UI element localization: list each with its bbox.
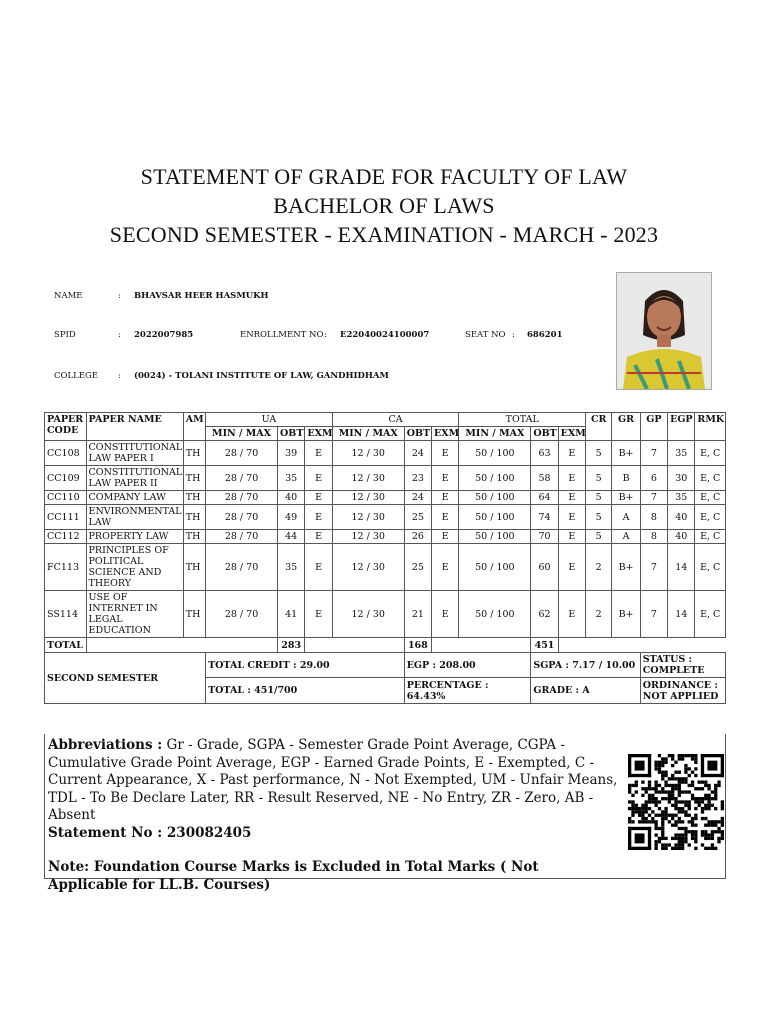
total-blank (86, 638, 277, 653)
header-total: TOTAL (459, 413, 586, 427)
cell-total-obt: 58 (531, 466, 558, 491)
abbreviations-text: Gr - Grade, SGPA - Semester Grade Point Average, CGPA - Cumulative Grade Point Average, EGP - Earned Grade Points, E - Exempted, C - Current Appearance, X - Past performance, N - Not Exempted, UM - Unfair Means, TDL - To Be Declare Later, RR - Result Reserved, NE - No Entry, ZR - Zero, AB - Absent (48, 737, 618, 823)
cell-ua-obt: 49 (278, 505, 305, 530)
cell-total-exm: E (558, 505, 585, 530)
cell-rmk: E, C (695, 544, 726, 591)
cell-paper-name: CONSTITUTIONAL LAW PAPER I (86, 441, 183, 466)
cell-ua-exm: E (305, 441, 332, 466)
name-label: NAME (54, 291, 83, 301)
egp-summary: EGP : 208.00 (404, 653, 531, 678)
cell-ua-exm: E (305, 530, 332, 544)
cell-ua-obt: 35 (278, 544, 305, 591)
cell-paper-name: PRINCIPLES OF POLITICAL SCIENCE AND THEORY (86, 544, 183, 591)
cell-gp: 8 (640, 530, 667, 544)
cell-ca-minmax: 12 / 30 (332, 591, 404, 638)
cell-ua-minmax: 28 / 70 (206, 591, 278, 638)
table-row (45, 491, 726, 505)
qr-code-icon (628, 754, 724, 850)
title-degree: BACHELOR OF LAWS (273, 193, 495, 218)
cell-paper-name: COMPANY LAW (86, 491, 183, 505)
cell-am: TH (183, 505, 205, 530)
cell-gr: B+ (612, 441, 640, 466)
cell-ua-exm: E (305, 591, 332, 638)
cell-gr: B+ (612, 491, 640, 505)
cell-ua-exm: E (305, 544, 332, 591)
cell-total-exm: E (558, 544, 585, 591)
header-paper-name: PAPER NAME (86, 413, 183, 441)
cell-cr: 5 (586, 491, 612, 505)
cell-ca-minmax: 12 / 30 (332, 466, 404, 491)
cell-egp: 14 (668, 591, 695, 638)
semester-label: SECOND SEMESTER (45, 653, 206, 704)
table-row (45, 544, 726, 591)
cell-gp: 7 (640, 441, 667, 466)
cell-am: TH (183, 530, 205, 544)
cell-ca-obt: 21 (404, 591, 431, 638)
cell-total-obt: 64 (531, 491, 558, 505)
cell-gp: 7 (640, 591, 667, 638)
cell-ca-minmax: 12 / 30 (332, 544, 404, 591)
cell-cr: 5 (586, 505, 612, 530)
cell-ca-exm: E (432, 544, 459, 591)
cell-total-obt: 74 (531, 505, 558, 530)
cell-total-obt: 62 (531, 591, 558, 638)
cell-ua-minmax: 28 / 70 (206, 441, 278, 466)
cell-paper-code: SS114 (45, 591, 87, 638)
cell-cr: 5 (586, 441, 612, 466)
cell-total-exm: E (558, 530, 585, 544)
cell-am: TH (183, 441, 205, 466)
cell-cr: 5 (586, 530, 612, 544)
cell-paper-name: USE OF INTERNET IN LEGAL EDUCATION (86, 591, 183, 638)
cell-ca-exm: E (432, 505, 459, 530)
cell-gp: 6 (640, 466, 667, 491)
cell-ca-obt: 24 (404, 441, 431, 466)
cell-ca-minmax: 12 / 30 (332, 491, 404, 505)
college-label: COLLEGE (54, 371, 98, 381)
header-rmk: RMK (695, 413, 726, 441)
cell-am: TH (183, 491, 205, 505)
cell-gr: B (612, 466, 640, 491)
foundation-note: Note: Foundation Course Marks is Excluded in Total Marks ( Not Applicable for LL.B. Courses) (48, 859, 539, 893)
header-ua-exm: EXM (305, 427, 332, 441)
table-row (45, 591, 726, 638)
table-row (45, 505, 726, 530)
enrollment-label: ENROLLMENT NO (240, 330, 324, 340)
total-all-obt: 451 (531, 638, 558, 653)
seat-value: 686201 (527, 330, 563, 340)
header-ua: UA (206, 413, 333, 427)
cell-gp: 7 (640, 544, 667, 591)
spid-label: SPID (54, 330, 76, 340)
cell-am: TH (183, 466, 205, 491)
cell-ca-exm: E (432, 491, 459, 505)
statement-number: Statement No : 230082405 (48, 824, 252, 841)
enrollment-value: E22040024100007 (340, 330, 430, 340)
cell-ca-exm: E (432, 530, 459, 544)
title-exam: SECOND SEMESTER - EXAMINATION - MARCH - 2023 (109, 222, 659, 247)
grades-table (44, 412, 726, 704)
cell-ua-exm: E (305, 505, 332, 530)
header-gp: GP (640, 413, 667, 441)
header-ca-exm: EXM (432, 427, 459, 441)
cell-am: TH (183, 544, 205, 591)
header-egp: EGP (668, 413, 695, 441)
total-blank (432, 638, 531, 653)
header-paper-code: PAPER CODE (45, 413, 87, 441)
cell-total-exm: E (558, 441, 585, 466)
table-total-row (45, 638, 726, 653)
total-ca-obt: 168 (404, 638, 431, 653)
cell-rmk: E, C (695, 530, 726, 544)
colon: : (324, 330, 327, 340)
cell-paper-name: CONSTITUTIONAL LAW PAPER II (86, 466, 183, 491)
status-summary: STATUS : COMPLETE (640, 653, 725, 678)
cell-ua-minmax: 28 / 70 (206, 466, 278, 491)
sgpa-summary: SGPA : 7.17 / 10.00 (531, 653, 640, 678)
cell-rmk: E, C (695, 591, 726, 638)
cell-am: TH (183, 591, 205, 638)
cell-ua-minmax: 28 / 70 (206, 544, 278, 591)
cell-paper-code: CC108 (45, 441, 87, 466)
abbreviations-block (48, 737, 623, 894)
header-total-obt: OBT (531, 427, 558, 441)
cell-total-obt: 63 (531, 441, 558, 466)
cell-ua-obt: 41 (278, 591, 305, 638)
seat-label: SEAT NO (465, 330, 506, 340)
cell-total-minmax: 50 / 100 (459, 544, 531, 591)
student-name: BHAVSAR HEER HASMUKH (134, 291, 269, 301)
table-row (45, 530, 726, 544)
cell-ua-minmax: 28 / 70 (206, 530, 278, 544)
cell-paper-code: CC109 (45, 466, 87, 491)
cell-gp: 8 (640, 505, 667, 530)
abbreviations-label: Abbreviations : (48, 737, 163, 753)
cell-total-exm: E (558, 591, 585, 638)
cell-ca-exm: E (432, 591, 459, 638)
cell-total-minmax: 50 / 100 (459, 491, 531, 505)
header-total-minmax: MIN / MAX (459, 427, 531, 441)
header-gr: GR (612, 413, 640, 441)
cell-gr: B+ (612, 591, 640, 638)
cell-gr: B+ (612, 544, 640, 591)
photo-portrait-icon (617, 273, 711, 389)
header-am: AM (183, 413, 205, 441)
cell-ua-exm: E (305, 466, 332, 491)
cell-paper-name: PROPERTY LAW (86, 530, 183, 544)
cell-egp: 40 (668, 505, 695, 530)
cell-gr: A (612, 505, 640, 530)
total-credit: TOTAL CREDIT : 29.00 (206, 653, 405, 678)
cell-paper-code: CC111 (45, 505, 87, 530)
cell-ca-obt: 26 (404, 530, 431, 544)
header-cr: CR (586, 413, 612, 441)
header-ca-obt: OBT (404, 427, 431, 441)
colon: : (512, 330, 515, 340)
cell-total-exm: E (558, 491, 585, 505)
colon: : (118, 371, 121, 381)
percentage-summary: PERCENTAGE : 64.43% (404, 678, 531, 704)
cell-rmk: E, C (695, 491, 726, 505)
cell-ca-obt: 23 (404, 466, 431, 491)
cell-total-minmax: 50 / 100 (459, 591, 531, 638)
cell-ca-obt: 24 (404, 491, 431, 505)
cell-ca-minmax: 12 / 30 (332, 441, 404, 466)
cell-total-minmax: 50 / 100 (459, 505, 531, 530)
cell-gp: 7 (640, 491, 667, 505)
cell-cr: 5 (586, 466, 612, 491)
grade-summary: GRADE : A (531, 678, 640, 704)
ordinance-summary: ORDINANCE : NOT APPLIED (640, 678, 725, 704)
total-blank (305, 638, 404, 653)
table-row (45, 441, 726, 466)
cell-ca-exm: E (432, 466, 459, 491)
title-faculty: STATEMENT OF GRADE FOR FACULTY OF LAW (140, 164, 628, 189)
student-photo (616, 272, 712, 390)
colon: : (118, 330, 121, 340)
cell-egp: 35 (668, 441, 695, 466)
cell-egp: 40 (668, 530, 695, 544)
cell-ca-minmax: 12 / 30 (332, 505, 404, 530)
cell-total-minmax: 50 / 100 (459, 441, 531, 466)
cell-ua-obt: 35 (278, 466, 305, 491)
cell-egp: 14 (668, 544, 695, 591)
cell-rmk: E, C (695, 441, 726, 466)
document-title-block (0, 162, 768, 249)
total-label: TOTAL (45, 638, 87, 653)
cell-total-obt: 70 (531, 530, 558, 544)
grade-rows (45, 441, 726, 638)
cell-ca-exm: E (432, 441, 459, 466)
table-row (45, 466, 726, 491)
header-ca: CA (332, 413, 459, 427)
header-ua-obt: OBT (278, 427, 305, 441)
header-ca-minmax: MIN / MAX (332, 427, 404, 441)
cell-paper-name: ENVIRONMENTAL LAW (86, 505, 183, 530)
total-marks-summary: TOTAL : 451/700 (206, 678, 405, 704)
cell-total-minmax: 50 / 100 (459, 530, 531, 544)
cell-cr: 2 (586, 591, 612, 638)
cell-ca-minmax: 12 / 30 (332, 530, 404, 544)
cell-total-obt: 60 (531, 544, 558, 591)
cell-ua-obt: 39 (278, 441, 305, 466)
cell-total-minmax: 50 / 100 (459, 466, 531, 491)
summary-row-1 (45, 653, 726, 678)
total-blank (558, 638, 725, 653)
cell-ua-exm: E (305, 491, 332, 505)
cell-rmk: E, C (695, 505, 726, 530)
cell-cr: 2 (586, 544, 612, 591)
cell-paper-code: FC113 (45, 544, 87, 591)
colon: : (118, 291, 121, 301)
cell-ua-obt: 44 (278, 530, 305, 544)
header-ua-minmax: MIN / MAX (206, 427, 278, 441)
cell-ua-minmax: 28 / 70 (206, 505, 278, 530)
cell-egp: 30 (668, 466, 695, 491)
cell-paper-code: CC112 (45, 530, 87, 544)
cell-paper-code: CC110 (45, 491, 87, 505)
cell-gr: A (612, 530, 640, 544)
footer-notes (44, 734, 726, 893)
cell-ua-minmax: 28 / 70 (206, 491, 278, 505)
cell-ca-obt: 25 (404, 544, 431, 591)
college-value: (0024) - TOLANI INSTITUTE OF LAW, GANDHIDHAM (134, 371, 389, 381)
cell-rmk: E, C (695, 466, 726, 491)
table-header-row (45, 413, 726, 427)
cell-total-exm: E (558, 466, 585, 491)
cell-ua-obt: 40 (278, 491, 305, 505)
cell-ca-obt: 25 (404, 505, 431, 530)
spid-value: 2022007985 (134, 330, 194, 340)
total-ua-obt: 283 (278, 638, 305, 653)
header-total-exm: EXM (558, 427, 585, 441)
cell-egp: 35 (668, 491, 695, 505)
